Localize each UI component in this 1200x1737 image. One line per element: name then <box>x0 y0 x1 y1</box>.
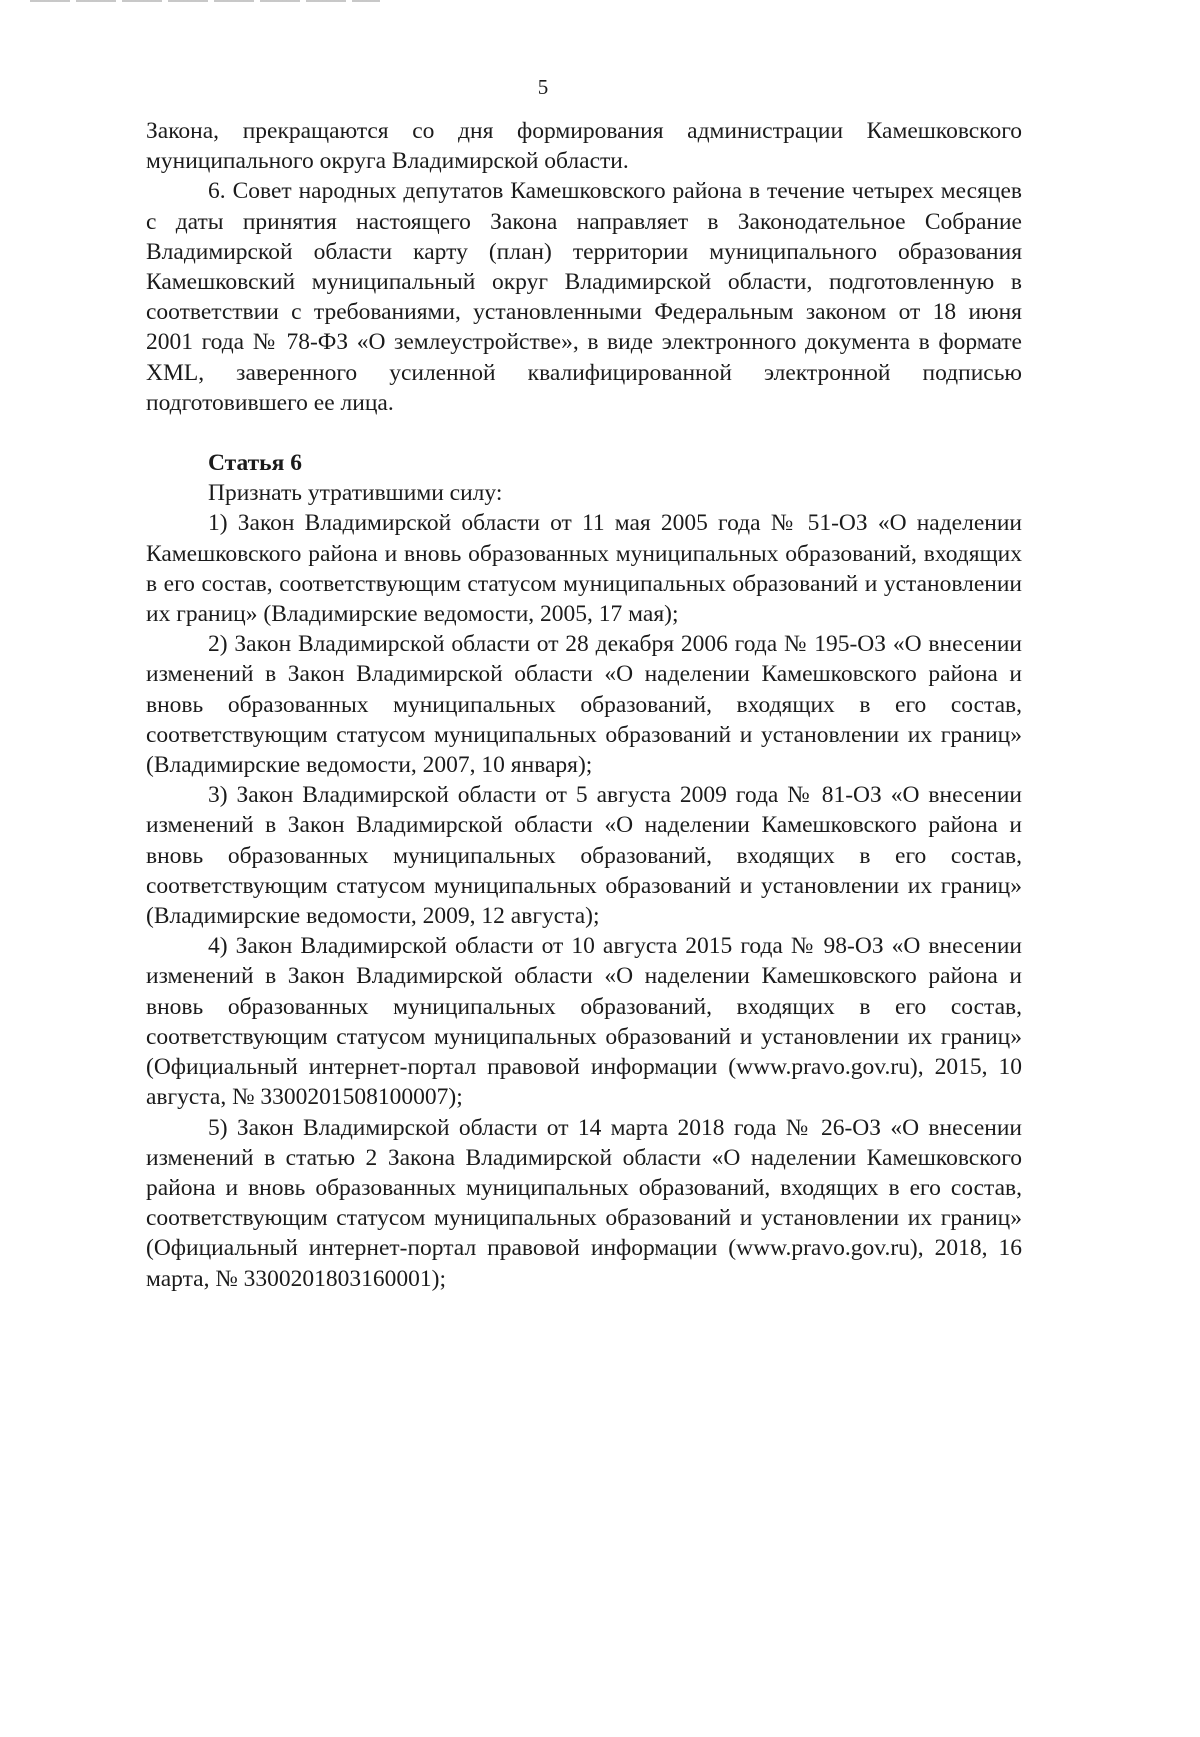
repealed-law-item: 5) Закон Владимирской области от 14 марта 2018 года № 26-ОЗ «О внесении изменений в статью 2 Закона Владимирской области «О наделении Камешковского района и вновь образованных муниципальных образований, входящих в его состав, соответствующим статусом муниципальных образований и установлении их границ» (Официальный интернет-портал правовой информации (www.pravo.gov.ru), 2018, 16 марта, № 3300201803160001); <box>146 1114 1022 1292</box>
intro-paragraph: Закона, прекращаются со дня формирования администрации Камешковского муниципального округа Владимирской области. <box>146 118 1022 175</box>
section-gap <box>146 418 1022 448</box>
scan-edge-artifact <box>30 0 380 2</box>
repealed-law-item: 2) Закон Владимирской области от 28 декабря 2006 года № 195-ОЗ «О внесении изменений в Закон Владимирской области «О наделении Камешковского района и вновь образованных муниципальных образований, входящих в его состав, соответствующим статусом муниципальных образований и установлении их границ» (Владимирские ведомости, 2007, 10 января); <box>146 631 1022 779</box>
repealed-law-item: 4) Закон Владимирской области от 10 августа 2015 года № 98-ОЗ «О внесении изменений в Закон Владимирской области «О наделении Камешковского района и вновь образованных муниципальных образований, входящих в его состав, соответствующим статусом муниципальных образований и установлении их границ» (Официальный интернет-портал правовой информации (www.pravo.gov.ru), 2015, 10 августа, № 3300201508100007); <box>146 933 1022 1111</box>
article-lead: Признать утратившими силу: <box>208 480 503 507</box>
article-title: Статья 6 <box>208 450 302 477</box>
repealed-law-item: 1) Закон Владимирской области от 11 мая 2005 года № 51-ОЗ «О наделении Камешковского района и вновь образованных муниципальных образований, входящих в его состав, соответствующим статусом муниципальных образований и установлении их границ» (Владимирские ведомости, 2005, 17 мая); <box>146 510 1022 628</box>
document-body <box>146 116 1022 1294</box>
repealed-law-item: 3) Закон Владимирской области от 5 августа 2009 года № 81-ОЗ «О внесении изменений в Закон Владимирской области «О наделении Камешковского района и вновь образованных муниципальных образований, входящих в его состав, соответствующим статусом муниципальных образований и установлении их границ» (Владимирские ведомости, 2009, 12 августа); <box>146 782 1022 930</box>
item-6-paragraph: 6. Совет народных депутатов Камешковского района в течение четырех месяцев с даты принятия настоящего Закона направляет в Законодательное Собрание Владимирской области карту (план) территории муниципального образования Камешковский муниципальный округ Владимирской области, подготовленную в соответствии с требованиями, установленными Федеральным законом от 18 июня 2001 года № 78-ФЗ «О землеустройстве», в виде электронного документа в формате XML, заверенного усиленной квалифицированной электронной подписью подготовившего ее лица. <box>146 178 1022 416</box>
page-number: 5 <box>537 75 549 99</box>
